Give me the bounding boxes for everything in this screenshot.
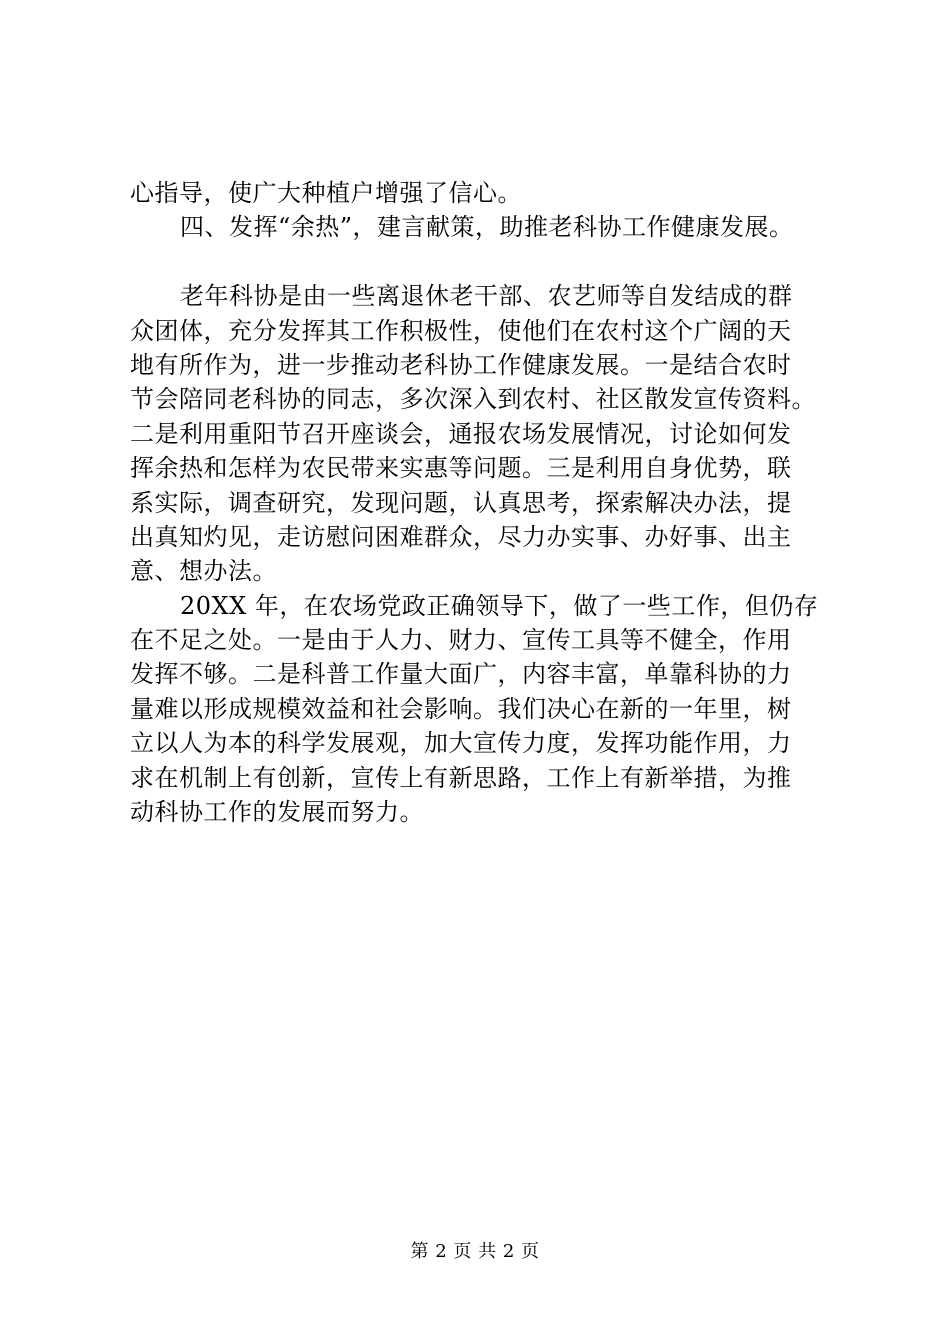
- text-line: 心指导，使广大种植户增强了信心。: [130, 179, 522, 207]
- text-line: 系实际，调查研究，发现问题，认真思考，探索解决办法，提: [130, 488, 792, 517]
- text-line: 节会陪同老科协的同志，多次深入到农村、社区散发宣传资料。: [130, 385, 816, 414]
- paragraph-gap: [130, 245, 832, 279]
- document-body: [130, 176, 832, 829]
- text-line: 量难以形成规模效益和社会影响。我们决心在新的一年里，树: [130, 694, 792, 723]
- text-line: 发挥不够。二是科普工作量大面广，内容丰富，单靠科协的力: [130, 660, 792, 689]
- text-line: 动科协工作的发展而努力。: [130, 798, 424, 827]
- text-line: 出真知灼见，走访慰问困难群众，尽力办实事、办好事、出主: [130, 522, 792, 551]
- text-line: 二是利用重阳节召开座谈会，通报农场发展情况，讨论如何发: [130, 419, 792, 448]
- text-line: 立以人为本的科学发展观，加大宣传力度，发挥功能作用，力: [130, 729, 792, 758]
- text-line: 20XX 年，在农场党政正确领导下，做了一些工作，但仍存: [180, 591, 819, 620]
- text-line: 意、想办法。: [130, 557, 277, 586]
- text-line: 众团体，充分发挥其工作积极性，使他们在农村这个广阔的天: [130, 316, 792, 345]
- text-line: 挥余热和怎样为农民带来实惠等问题。三是利用自身优势，联: [130, 454, 792, 483]
- text-line: 在不足之处。一是由于人力、财力、宣传工具等不健全，作用: [130, 626, 792, 655]
- text-line: 地有所作为，进一步推动老科协工作健康发展。一是结合农时: [130, 350, 792, 379]
- text-line: 老年科协是由一些离退休老干部、农艺师等自发结成的群: [180, 282, 793, 311]
- text-line: 四、发挥“余热”，建言献策，助推老科协工作健康发展。: [180, 213, 794, 242]
- page-footer: 第 2 页 共 2 页: [410, 1241, 540, 1262]
- text-line: 求在机制上有创新，宣传上有新思路，工作上有新举措，为推: [130, 763, 792, 792]
